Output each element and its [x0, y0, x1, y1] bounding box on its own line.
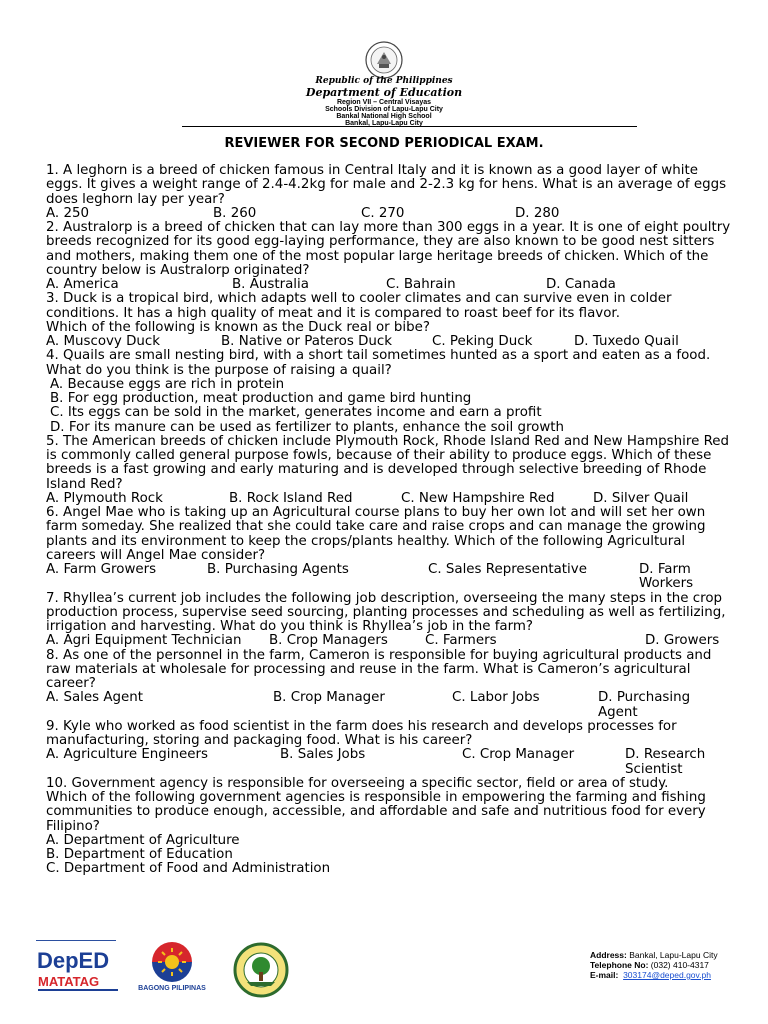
option-d[interactable]: D. Growers	[645, 633, 720, 649]
question-7	[46, 592, 732, 649]
option-a[interactable]: A. Sales Agent	[46, 690, 143, 706]
department-line: Department of Education	[305, 86, 463, 99]
option-c[interactable]: C. Labor Jobs	[452, 690, 540, 706]
option-a[interactable]: A. America	[46, 277, 119, 292]
option-c[interactable]: C. Its eggs can be sold in the market, generates income and earn a profit	[50, 405, 542, 421]
option-d[interactable]: D. Purchasing Agent	[598, 690, 691, 720]
answer-options	[46, 378, 732, 435]
header-divider	[182, 126, 637, 127]
option-b[interactable]: B. Native or Pateros Duck	[221, 334, 392, 349]
deped-logo-text: DepED	[37, 948, 110, 973]
phone-label: Telephone No:	[590, 960, 649, 970]
republic-line: Republic of the Philippines	[315, 76, 453, 86]
answer-options	[46, 492, 732, 506]
question-10	[46, 777, 732, 877]
question-stem: 3. Duck is a tropical bird, which adapts well to cooler climates and can survive even in colder conditions. It has a high quality of meat and it is compared to roast beef for its flavor.	[46, 291, 672, 321]
contact-info	[590, 950, 760, 980]
bankal-nhs-seal-icon	[226, 942, 296, 998]
question-prompt: Which of the following government agencies is responsible in empowering the farming and fishing communities to produce enough, accessible, and affordable and safe and nutritious food for every Filipino?	[46, 790, 706, 834]
question-prompt: Which of the following is known as the Duck real or bibe?	[46, 319, 430, 335]
question-3	[46, 292, 732, 349]
option-d[interactable]: D. 280	[515, 205, 560, 221]
option-d[interactable]: D. Tuxedo Quail	[574, 334, 679, 349]
option-a[interactable]: A. Department of Agriculture	[46, 832, 240, 848]
deped-matatag-logo	[36, 946, 122, 994]
location-line: Bankal, Lapu-Lapu City	[345, 120, 423, 127]
page-title: REVIEWER FOR SECOND PERIODICAL EXAM.	[224, 136, 544, 151]
question-stem: 9. Kyle who worked as food scientist in the farm does his research and develops processes for manufacturing, storing and packaging food. What is his career?	[46, 718, 677, 748]
question-stem: 8. As one of the personnel in the farm, Cameron is responsible for buying agricultural products and raw materials at wholesale for processing and reuse in the farm. What is Cameron’s agricultural career?	[46, 647, 712, 691]
option-d[interactable]: D. Canada	[546, 277, 616, 292]
option-d[interactable]: D. Silver Quail	[593, 490, 689, 506]
answer-options	[46, 207, 732, 221]
question-4	[46, 349, 732, 435]
question-stem: 5. The American breeds of chicken include Plymouth Rock, Rhode Island Red and New Hampshire Red is commonly called general purpose fowls, because of their ability to produce eggs. Which of these breeds is a fast growing and early maturing and is developed through selective breeding of Rhode Island Red?	[46, 433, 730, 492]
answer-options	[46, 834, 732, 877]
answer-options	[46, 563, 732, 592]
option-c[interactable]: C. Sales Representative	[428, 562, 587, 577]
questions-list	[46, 164, 732, 877]
answer-options	[46, 748, 732, 777]
answer-options	[46, 335, 732, 349]
option-a[interactable]: A. Muscovy Duck	[46, 334, 161, 349]
option-a[interactable]: A. 250	[46, 205, 89, 221]
option-b[interactable]: B. Department of Education	[46, 847, 233, 862]
option-b[interactable]: B. Purchasing Agents	[207, 562, 349, 577]
option-a[interactable]: A. Plymouth Rock	[46, 490, 163, 506]
option-b[interactable]: B. 260	[213, 205, 257, 221]
option-d[interactable]: D. Farm Workers	[639, 562, 694, 592]
question-stem: 1. A leghorn is a breed of chicken famous in Central Italy and it is known as a good layer of white eggs. It gives a weight range of 2.4-4.2kg for male and 2-2.3 kg for hens. What is an average of eggs does leghorn lay per year?	[46, 163, 727, 207]
matatag-logo-text: MATATAG	[38, 974, 100, 989]
option-c[interactable]: C. New Hampshire Red	[401, 490, 555, 506]
option-d[interactable]: D. For its manure can be used as fertilizer to plants, enhance the soil growth	[50, 419, 565, 435]
question-6	[46, 506, 732, 592]
option-b[interactable]: B. Sales Jobs	[280, 747, 366, 763]
question-8	[46, 649, 732, 720]
question-stem: 10. Government agency is responsible for overseeing a specific sector, field or area of study.	[46, 775, 669, 791]
option-c[interactable]: C. 270	[361, 205, 405, 221]
bagong-pilipinas-text: BAGONG PILIPINAS	[138, 985, 206, 992]
phone-value: (032) 410-4317	[650, 960, 709, 970]
address-label: Address:	[590, 950, 627, 960]
option-b[interactable]: B. Rock Island Red	[229, 490, 353, 506]
footer-accent-line	[36, 940, 116, 941]
option-b[interactable]: B. For egg production, meat production and game bird hunting	[50, 391, 472, 406]
option-a[interactable]: A. Farm Growers	[46, 562, 157, 577]
question-stem: 2. Australorp is a breed of chicken that can lay more than 300 eggs in a year. It is one of eight poultry breeds recognized for its good egg-laying performance, they are also known to be good nest sitters and mothers, making them one of the most popular large heritage breeds of chicken. Which of the country below is Australorp originated?	[46, 220, 731, 278]
option-a[interactable]: A. Agri Equipment Technician	[46, 633, 242, 649]
email-label: E-mail:	[590, 970, 619, 980]
address-value: Bankal, Lapu-Lapu City	[629, 950, 718, 960]
option-c[interactable]: C. Bahrain	[386, 277, 456, 292]
division-line: Schools Division of Lapu-Lapu City	[325, 106, 443, 113]
answer-options	[46, 634, 732, 648]
option-c[interactable]: C. Crop Manager	[462, 747, 575, 763]
option-c[interactable]: C. Peking Duck	[432, 334, 533, 349]
answer-options	[46, 691, 732, 720]
answer-options	[46, 278, 732, 292]
question-stem: 7. Rhyllea’s current job includes the following job description, overseeing the many steps in the crop production process, supervise seed sourcing, planting processes and scheduling as well as fertilizing, irrigation and harvesting. What do you think is Rhyllea’s job in the farm?	[46, 590, 726, 634]
question-5	[46, 435, 732, 506]
question-stem: 6. Angel Mae who is taking up an Agricultural course plans to buy her own lot and will set her own farm someday. She realized that she could take care and raise crops and can manage the growing plants and its environment to keep the crops/plants healthy. Which of the following Agricultural careers will Angel Mae consider?	[46, 505, 706, 563]
option-b[interactable]: B. Crop Manager	[273, 690, 385, 706]
option-b[interactable]: B. Crop Managers	[269, 633, 388, 649]
region-line: Region VII – Central Visayas	[336, 99, 432, 106]
school-line: Bankal National High School	[336, 113, 432, 120]
option-a[interactable]: A. Agriculture Engineers	[46, 747, 208, 763]
email-link[interactable]: 303174@deped.gov.ph	[623, 970, 711, 980]
bagong-pilipinas-logo	[132, 940, 212, 994]
question-1	[46, 164, 732, 221]
phone-line	[590, 960, 760, 970]
option-b[interactable]: B. Australia	[232, 277, 309, 292]
option-c[interactable]: C. Farmers	[425, 633, 497, 649]
question-prompt: What do you think is the purpose of raising a quail?	[46, 362, 392, 378]
option-c[interactable]: C. Department of Food and Administration	[46, 861, 331, 877]
question-9	[46, 720, 732, 777]
address-line	[590, 950, 760, 960]
question-2	[46, 221, 732, 292]
question-stem: 4. Quails are small nesting bird, with a short tail sometimes hunted as a sport and eaten as a food.	[46, 348, 711, 364]
deped-seal-icon	[360, 40, 408, 80]
option-a[interactable]: A. Because eggs are rich in protein	[50, 376, 285, 392]
email-line	[590, 970, 760, 980]
option-d[interactable]: D. Research Scientist	[625, 747, 706, 777]
